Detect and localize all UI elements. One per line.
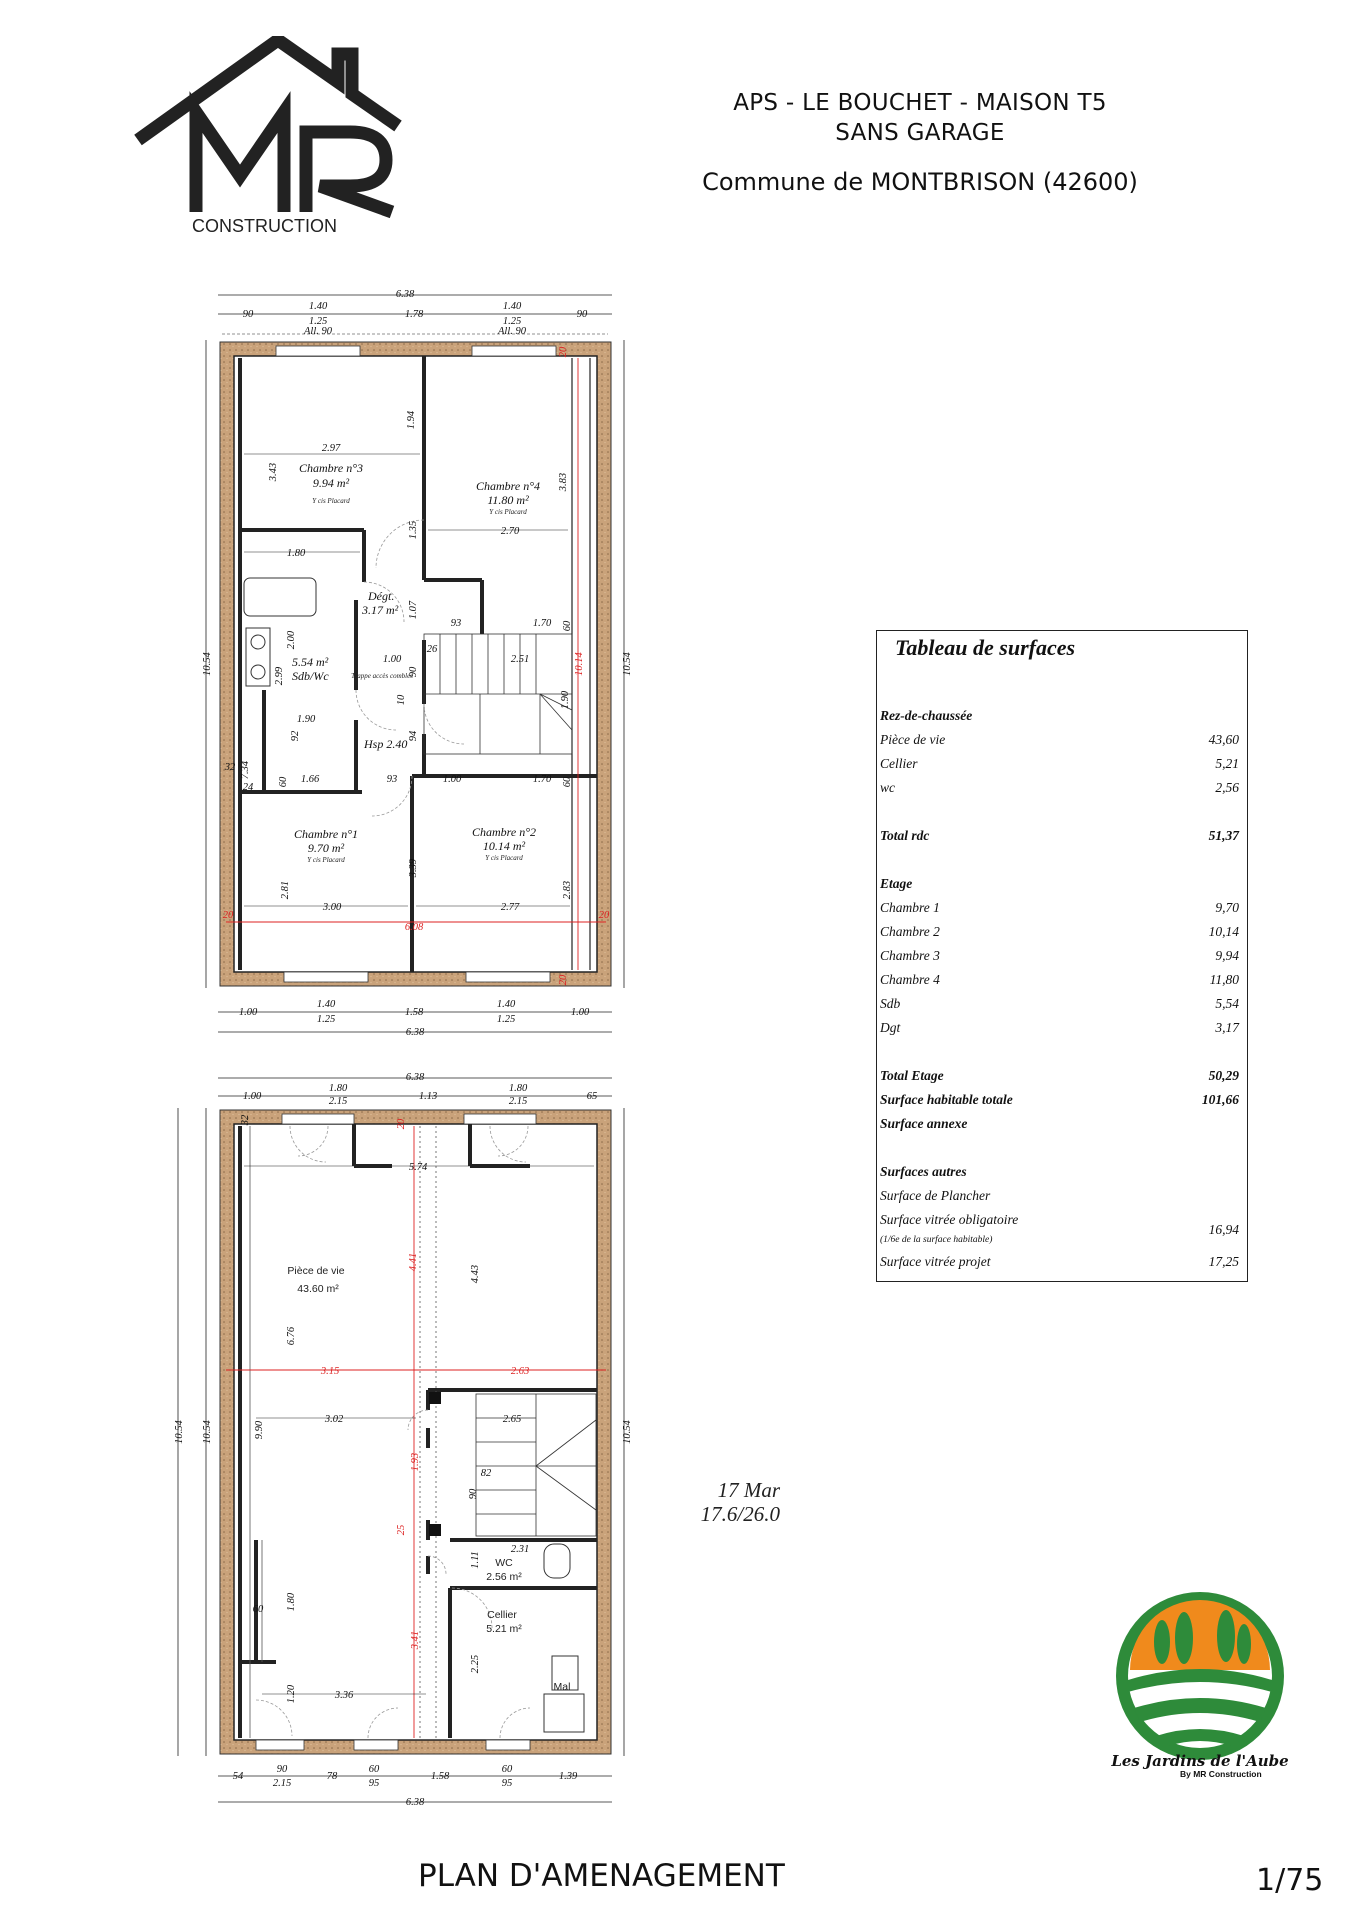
svg-text:2.77: 2.77: [500, 902, 520, 913]
svg-text:2.15: 2.15: [272, 1778, 292, 1789]
svg-text:1.90: 1.90: [560, 690, 571, 710]
svg-text:95: 95: [501, 1778, 513, 1789]
svg-text:3.00: 3.00: [322, 902, 342, 913]
room-wc-name: WC: [495, 1557, 513, 1569]
svg-text:6.38: 6.38: [405, 1797, 425, 1808]
svg-text:6.76: 6.76: [286, 1326, 297, 1346]
table-row: Chambre 4 11,80: [880, 972, 1239, 987]
svg-text:32: 32: [224, 762, 236, 773]
svg-text:82: 82: [480, 1468, 492, 1479]
svg-text:2.65: 2.65: [502, 1414, 522, 1425]
table-row: Cellier 5,21: [880, 756, 1239, 771]
surface-annexe-row: Surface annexe: [880, 1116, 968, 1131]
svg-text:1.90: 1.90: [296, 714, 316, 725]
table-row: Chambre 2 10,14: [880, 924, 1239, 939]
svg-text:3.41: 3.41: [410, 1630, 421, 1650]
svg-text:6.08: 6.08: [404, 922, 424, 933]
svg-text:1.70: 1.70: [532, 774, 552, 785]
svg-text:94: 94: [408, 730, 419, 742]
svg-text:1.07: 1.07: [408, 600, 419, 620]
plan-title: PLAN D'AMENAGEMENT: [418, 1858, 785, 1894]
table-row-note: (1/6e de la surface habitable): [880, 1235, 993, 1245]
surface-table: [876, 630, 1248, 1282]
svg-text:1.11: 1.11: [470, 1551, 481, 1569]
svg-text:Trappe accès combles: Trappe accès combles: [351, 672, 413, 680]
room-wc-area: 2.56 m²: [486, 1571, 522, 1583]
section-etage-heading: Etage: [880, 876, 913, 891]
table-row: Dgt 3,17: [880, 1020, 1239, 1035]
svg-text:1.40: 1.40: [316, 999, 336, 1010]
svg-text:10.54: 10.54: [174, 1420, 185, 1444]
svg-text:93: 93: [386, 774, 398, 785]
svg-text:1.00: 1.00: [238, 1007, 258, 1018]
svg-text:1.00: 1.00: [382, 654, 402, 665]
svg-text:4.41: 4.41: [408, 1252, 419, 1272]
svg-text:Y cis Placard: Y cis Placard: [485, 854, 523, 862]
svg-text:6.38: 6.38: [395, 289, 415, 300]
svg-text:1.40: 1.40: [496, 999, 516, 1010]
svg-text:20: 20: [396, 1118, 407, 1130]
room-chambre-1-name: Chambre n°1: [293, 827, 359, 841]
svg-text:1.40: 1.40: [308, 301, 328, 312]
svg-text:Y cis Placard: Y cis Placard: [489, 508, 527, 516]
svg-text:20: 20: [598, 910, 610, 921]
room-degt-name: Dégt.: [368, 589, 395, 603]
table-row: Sdb 5,54: [880, 996, 1239, 1011]
svg-text:Y cis Placard: Y cis Placard: [307, 856, 345, 864]
svg-text:6.38: 6.38: [405, 1027, 425, 1038]
svg-text:1.66: 1.66: [300, 774, 320, 785]
svg-text:65: 65: [586, 1091, 598, 1102]
svg-text:60: 60: [278, 776, 289, 788]
room-sdb-area: 5.54 m²: [292, 655, 329, 669]
svg-text:1.80: 1.80: [286, 1592, 297, 1612]
total-habitable-row: Surface habitable totale 101,66: [880, 1092, 1239, 1107]
svg-text:1.00: 1.00: [242, 1091, 262, 1102]
svg-text:78: 78: [326, 1771, 338, 1782]
project-title: APS - LE BOUCHET - MAISON T5: [733, 90, 1107, 116]
total-rdc-row: Total rdc 51,37: [880, 828, 1239, 843]
svg-text:1.80: 1.80: [286, 548, 306, 559]
svg-text:All. 90: All. 90: [498, 326, 526, 337]
svg-text:2.00: 2.00: [286, 630, 297, 650]
svg-text:60: 60: [252, 1604, 264, 1615]
svg-text:3.43: 3.43: [268, 462, 279, 482]
svg-text:10.54: 10.54: [202, 652, 213, 676]
svg-text:1.40: 1.40: [502, 301, 522, 312]
svg-text:3.36: 3.36: [334, 1690, 354, 1701]
svg-text:1.58: 1.58: [430, 1771, 450, 1782]
svg-text:7.34: 7.34: [240, 760, 251, 780]
svg-text:2.25: 2.25: [470, 1654, 481, 1674]
svg-text:26: 26: [426, 644, 438, 655]
room-cellier-name: Cellier: [487, 1609, 517, 1621]
svg-text:10.54: 10.54: [622, 1420, 633, 1444]
svg-text:1.70: 1.70: [532, 618, 552, 629]
svg-text:20: 20: [558, 346, 569, 358]
svg-text:1.39: 1.39: [558, 1771, 578, 1782]
svg-text:2.83: 2.83: [562, 880, 573, 900]
svg-text:2.63: 2.63: [510, 1366, 530, 1377]
svg-text:10.54: 10.54: [622, 652, 633, 676]
partner-name: Les Jardins de l'Aube: [1111, 1752, 1289, 1770]
room-cellier-area: 5.21 m²: [486, 1623, 522, 1635]
svg-text:54: 54: [232, 1771, 244, 1782]
svg-text:2.31: 2.31: [510, 1544, 530, 1555]
svg-text:2.15: 2.15: [508, 1096, 528, 1107]
svg-text:90: 90: [576, 309, 588, 320]
table-row: Surface vitrée obligatoire 16,94: [880, 1212, 1239, 1237]
total-etage-row: Total Etage 50,29: [880, 1068, 1239, 1083]
svg-text:1.25: 1.25: [502, 316, 522, 327]
svg-text:3.39: 3.39: [408, 858, 419, 878]
section-rdc-heading: Rez-de-chaussée: [880, 708, 973, 723]
table-row: Surface vitrée projet 17,25: [880, 1254, 1239, 1269]
svg-text:1.93: 1.93: [410, 1452, 421, 1472]
svg-text:2.97: 2.97: [321, 443, 341, 454]
room-chambre-4-name: Chambre n°4: [475, 479, 541, 493]
svg-text:25: 25: [396, 1524, 407, 1536]
svg-text:90: 90: [468, 1488, 479, 1500]
svg-text:60: 60: [562, 776, 573, 788]
svg-text:1.78: 1.78: [404, 309, 424, 320]
svg-text:1.00: 1.00: [442, 774, 462, 785]
room-chambre-3-area: 9.94 m²: [312, 476, 350, 490]
partner-byline: By MR Construction: [1180, 1769, 1262, 1779]
jardins-de-laube-logo: [1100, 1580, 1300, 1780]
svg-text:90: 90: [276, 1764, 288, 1775]
section-autres-heading: Surfaces autres: [880, 1164, 967, 1179]
svg-text:20: 20: [558, 974, 569, 986]
svg-text:9.90: 9.90: [254, 1420, 265, 1440]
svg-text:1.20: 1.20: [286, 1684, 297, 1704]
svg-text:3.83: 3.83: [558, 472, 569, 492]
svg-text:20: 20: [222, 910, 234, 921]
room-chambre-1-area: 9.70 m²: [307, 841, 345, 855]
svg-text:1.94: 1.94: [406, 410, 417, 430]
svg-text:60: 60: [562, 620, 573, 632]
svg-text:CONSTRUCTION: CONSTRUCTION: [192, 216, 337, 236]
svg-text:3.02: 3.02: [324, 1414, 344, 1425]
table-row: Chambre 3 9,94: [880, 948, 1239, 963]
svg-text:1.80: 1.80: [328, 1083, 348, 1094]
etage-plan: [202, 289, 633, 1038]
room-chambre-3-name: Chambre n°3: [298, 461, 364, 475]
room-sdb-name: Sdb/Wc: [292, 669, 329, 683]
table-row: Pièce de vie 43,60: [880, 732, 1239, 747]
svg-text:60: 60: [501, 1764, 513, 1775]
table-row: wc 2,56: [880, 780, 1239, 795]
svg-text:2.81: 2.81: [280, 880, 291, 900]
svg-text:Y cis Placard: Y cis Placard: [312, 497, 350, 505]
svg-text:2.51: 2.51: [510, 654, 530, 665]
svg-text:1.58: 1.58: [404, 1007, 424, 1018]
svg-text:1.25: 1.25: [308, 316, 328, 327]
svg-text:2.15: 2.15: [328, 1096, 348, 1107]
svg-text:1.25: 1.25: [316, 1014, 336, 1025]
table-row: Surface de Plancher: [880, 1188, 991, 1203]
scale-label: 1/75: [1256, 1863, 1324, 1898]
svg-text:2.70: 2.70: [500, 526, 520, 537]
svg-text:1.80: 1.80: [508, 1083, 528, 1094]
room-chambre-4-area: 11.80 m²: [487, 493, 529, 507]
handwritten-note: 17 Mar 17.6/26.0: [700, 1478, 780, 1526]
room-chambre-2-area: 10.14 m²: [482, 839, 526, 853]
svg-text:60: 60: [368, 1764, 380, 1775]
svg-text:95: 95: [368, 1778, 380, 1789]
svg-text:10: 10: [396, 694, 407, 706]
surface-table-title: Tableau de surfaces: [895, 635, 1076, 660]
svg-text:10.14: 10.14: [574, 652, 585, 676]
svg-text:3.15: 3.15: [320, 1366, 340, 1377]
commune-label: Commune de MONTBRISON (42600): [702, 168, 1138, 196]
svg-text:10.54: 10.54: [202, 1420, 213, 1444]
project-subtitle: SANS GARAGE: [835, 120, 1005, 146]
svg-text:93: 93: [450, 618, 462, 629]
svg-text:2.99: 2.99: [274, 666, 285, 686]
svg-text:1.13: 1.13: [418, 1091, 438, 1102]
table-row: Chambre 1 9,70: [880, 900, 1239, 915]
room-piece-de-vie-name: Pièce de vie: [287, 1265, 345, 1277]
svg-text:1.25: 1.25: [496, 1014, 516, 1025]
svg-text:5.74: 5.74: [408, 1162, 428, 1173]
svg-text:92: 92: [290, 730, 301, 742]
svg-text:6.38: 6.38: [405, 1072, 425, 1083]
svg-text:Mal: Mal: [553, 1681, 571, 1693]
svg-text:4.43: 4.43: [470, 1264, 481, 1284]
svg-text:24: 24: [242, 782, 254, 793]
room-piece-de-vie-area: 43.60 m²: [297, 1283, 339, 1295]
svg-text:90: 90: [242, 309, 254, 320]
rdc-plan: [174, 1072, 633, 1808]
hsp-label: Hsp 2.40: [364, 737, 408, 751]
svg-text:32: 32: [240, 1114, 251, 1126]
svg-text:1.35: 1.35: [408, 520, 419, 540]
svg-text:1.00: 1.00: [570, 1007, 590, 1018]
room-chambre-2-name: Chambre n°2: [471, 825, 537, 839]
svg-text:All. 90: All. 90: [304, 326, 332, 337]
svg-text:90: 90: [408, 666, 419, 678]
room-degt-area: 3.17 m²: [362, 603, 399, 617]
